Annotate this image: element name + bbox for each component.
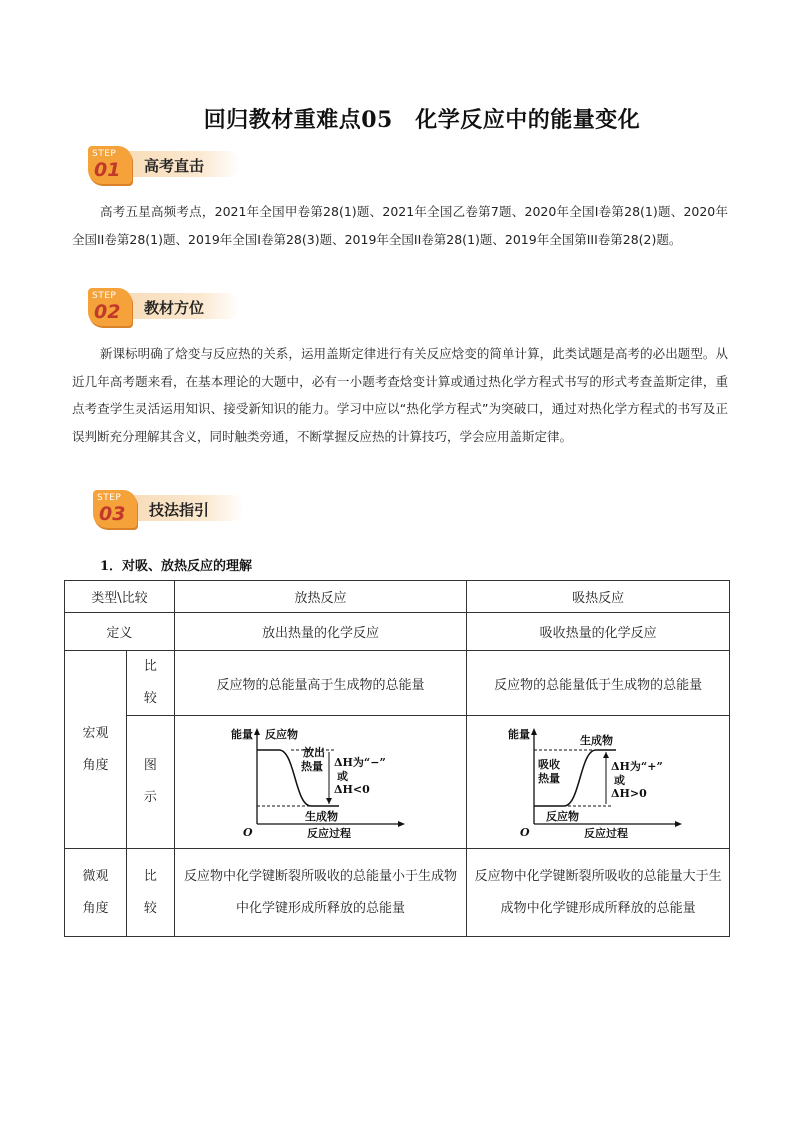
table-row: [65, 613, 730, 651]
step-label: 高考直击: [144, 157, 205, 175]
page-title: 回归教材重难点05 化学反应中的能量变化: [203, 107, 641, 133]
cell-micro-endo: 反应物中化学键断裂所吸收的总能量大于生成物中化学键形成所释放的总能量: [467, 849, 730, 937]
cell-definition-exo: 放出热量的化学反应: [174, 613, 467, 651]
section-subheading: 1．对吸、放热反应的理解: [100, 559, 253, 574]
step-word: STEP: [92, 149, 117, 159]
delta-h-sign: ΔH为“+”: [611, 760, 663, 773]
table-row: [65, 581, 730, 613]
cell-micro-exo: 反应物中化学键断裂所吸收的总能量小于生成物中化学键形成所释放的总能量: [174, 849, 467, 937]
heat-label-1: 放出: [302, 746, 325, 759]
x-axis-arrow: [675, 821, 682, 827]
cell-diagram-exo: [174, 716, 467, 849]
paragraph-curriculum: 新课标明确了焓变与反应热的关系，运用盖斯定律进行有关反应焓变的简单计算，此类试题是高考的必出题型。从近几年高考题来看，在基本理论的大题中，必有一小题考查焓变计算或通过热化学方程式书写的形式考查盖斯定律，重点考查学生灵活运用知识、接受新知识的能力。学习中应以“热化学方程式”为突破口，通过对热化学方程式的书写及正误判断充分理解其含义，同时触类旁通，不断掌握反应热的计算技巧，学会应用盖斯定律。: [72, 346, 728, 444]
energy-curve: [257, 750, 339, 806]
delta-h-ineq: ΔH>0: [611, 787, 647, 800]
header-endothermic: 吸热反应: [467, 581, 730, 613]
step-word: STEP: [97, 493, 122, 503]
paragraph-exam-stats: 高考五星高频考点，2021年全国甲卷第28(1)题、2021年全国乙卷第7题、2020年全国I卷第28(1)题、2020年全国II卷第28(1)题、2019年全国I卷第28(3)题、2019年全国II卷第28(1)题、2019年全国第III卷第28(2)题。: [72, 204, 728, 247]
step-number: 01: [94, 159, 121, 181]
heat-label-2: 热量: [538, 772, 561, 785]
origin-label: O: [242, 826, 253, 838]
reactant-label: 反应物: [264, 728, 298, 741]
heat-label-2: 热量: [300, 760, 323, 773]
table-row: [65, 716, 730, 849]
row-label-definition: 定义: [65, 613, 175, 651]
comparison-table: [64, 580, 730, 937]
step-label: 技法指引: [149, 501, 210, 519]
delta-h-arrowhead: [603, 752, 609, 758]
table-row: [65, 849, 730, 937]
y-axis-label: 能量: [508, 728, 531, 741]
sub-label-diagram: 图示: [126, 716, 174, 849]
or-label: 或: [614, 774, 626, 787]
x-axis-label: 反应过程: [306, 827, 351, 838]
sub-label-compare: 比较: [126, 651, 174, 716]
step-03-header: [93, 490, 273, 530]
cell-macro-compare-exo: 反应物的总能量高于生成物的总能量: [174, 651, 467, 716]
origin-label: O: [520, 826, 530, 838]
x-axis-label: 反应过程: [584, 827, 629, 838]
step-badge: [88, 288, 132, 326]
exothermic-energy-diagram: [231, 726, 411, 838]
cell-macro-compare-endo: 反应物的总能量低于生成物的总能量: [467, 651, 730, 716]
step-word: STEP: [92, 291, 117, 301]
product-label: 生成物: [580, 734, 614, 747]
or-label: 或: [336, 770, 348, 783]
y-axis-arrow: [531, 728, 537, 735]
step-badge: [93, 490, 137, 528]
delta-h-arrowhead: [326, 798, 332, 804]
delta-h-ineq: ΔH<0: [333, 783, 370, 796]
header-exothermic: 放热反应: [174, 581, 467, 613]
heat-label-1: 吸收: [538, 758, 561, 771]
row-label-micro: 微观角度: [65, 849, 127, 937]
step-badge: [88, 146, 132, 184]
y-axis-label: 能量: [230, 728, 253, 741]
step-02-header: [88, 288, 268, 328]
reactant-label: 反应物: [546, 810, 580, 823]
table-row: [65, 651, 730, 716]
step-number: 03: [99, 503, 126, 525]
cell-definition-endo: 吸收热量的化学反应: [467, 613, 730, 651]
step-number: 02: [94, 301, 121, 323]
sub-label-compare: 比较: [126, 849, 174, 937]
y-axis-arrow: [254, 728, 260, 735]
endothermic-energy-diagram: [508, 726, 688, 838]
product-label: 生成物: [304, 810, 338, 823]
cell-diagram-endo: [467, 716, 730, 849]
delta-h-sign: ΔH为“−”: [333, 756, 386, 769]
step-01-header: [88, 146, 268, 186]
step-label: 教材方位: [144, 299, 205, 317]
row-label-macro: 宏观角度: [65, 651, 127, 849]
x-axis-arrow: [398, 821, 405, 827]
header-type: 类型\比较: [65, 581, 175, 613]
